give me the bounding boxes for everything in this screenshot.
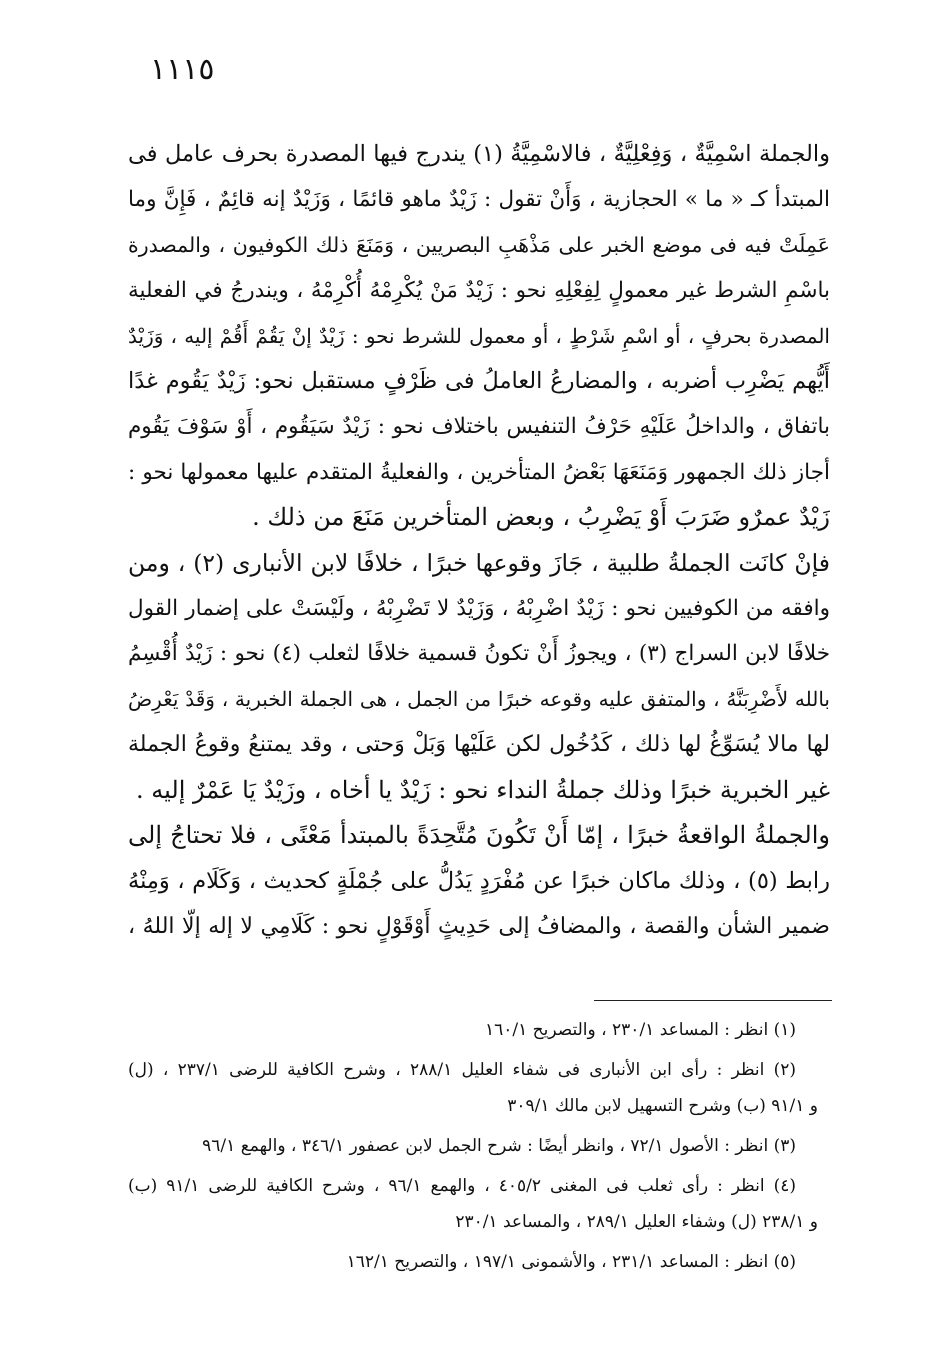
text-line: ضمير الشأن والقصة ، والمضافُ إلى حَدِيثٍ أَوْقَوْلٍ نحو : كَلَامِي لا إله إلّا اللهُ ، xyxy=(128,913,830,939)
footnote-1 xyxy=(128,1012,818,1048)
footnote-line: (٤) انظر : رأى ثعلب فى المغنى ٤٠٥/٢ ، والهمع ٩٦/١ ، وشرح الكافية للرضى ٩١/١ (ب) xyxy=(128,1176,796,1196)
text-line: المصدرة بحرفٍ ، أو اسْمِ شَرْطٍ ، أو معمول للشرط نحو : زَيْدٌ إنْ يَقُمْ أَقُمْ إليه ، وَزَيْدٌ xyxy=(128,323,830,348)
text-line: رابط (٥) ، وذلك ماكان خبرًا عن مُفْرَدٍ يَدُلُّ على جُمْلَةٍ كحديث ، وَكَلَام ، وَمِنْهُ xyxy=(128,867,830,894)
text-line: فإنْ كانَت الجملةُ طلبية ، جَازَ وقوعها خبرًا ، خلافًا لابن الأنبارى (٢) ، ومن xyxy=(128,548,830,577)
paragraph-1 xyxy=(128,132,830,541)
footnote-line: و ٩١/١ (ب) وشرح التسهيل لابن مالك ٣٠٩/١ xyxy=(507,1096,818,1116)
text-line: والجملةُ الواقعةُ خبرًا ، إمّا أَنْ تَكُونَ مُتَّحِدَةً بالمبتدأ مَعْنًى ، فلا تحتاجُ إلى xyxy=(128,821,830,850)
text-line: لها مالا يُسَوِّغُ لها ذلك ، كَدُخُول لكن عَلَيْها وَبَلْ وَحتى ، وقد يمتنعُ وقوعُ الجملة xyxy=(128,732,830,758)
text-line: أجاز ذلك الجمهور وَمَنَعَهَا بَعْضُ المتأخرين ، والفعليةُ المتقدم عليها معمولها نحو : xyxy=(128,459,830,485)
footnote-line: (٣) انظر : الأصول ٧٢/١ ، وانظر أيضًا : شرح الجمل لابن عصفور ٣٤٦/١ ، والهمع ٩٦/١ xyxy=(202,1136,796,1156)
paragraph-2 xyxy=(128,541,830,813)
footnote-line: (٥) انظر : المساعد ٢٣١/١ ، والأشمونى ١٩٧/١ ، والتصريح ١٦٢/١ xyxy=(346,1252,796,1272)
page-number: ١١١٥ xyxy=(150,52,215,87)
main-text xyxy=(128,132,830,949)
footnote-line: (١) انظر : المساعد ٢٣٠/١ ، والتصريح ١٦٠/١ xyxy=(485,1020,796,1040)
footnote-separator xyxy=(594,1000,832,1001)
footnote-3 xyxy=(128,1128,818,1164)
text-line: باسْمِ الشرط غير معمولٍ لِفِعْلِهِ نحو : زَيْدٌ مَنْ يُكْرِمْهُ أُكْرِمْهُ ، ويندرجُ في الفعلية xyxy=(128,278,830,304)
text-line: وافقه من الكوفيين نحو : زَيْدٌ اضْرِبْهُ ، وَزَيْدٌ لا تَضْرِبْهُ ، ولَيْسَتْ على إضمار القول xyxy=(128,596,830,622)
text-line: زَيْدٌ عمرٌو ضَرَبَ أَوْ يَضْرِبُ ، وبعض المتأخرين مَنَعَ من ذلك . xyxy=(252,503,830,532)
text-line: أَيُّهم يَضْرِب أضربه ، والمضارعُ العاملُ فى ظَرْفٍ مستقبل نحو: زَيْدٌ يَقُوم غدًا xyxy=(128,368,830,395)
text-line: خلافًا لابن السراج (٣) ، ويجوزُ أَنْ تكونُ قسمية خلافًا لثعلب (٤) نحو : زَيْدٌ أُقْسِمُ xyxy=(128,641,830,667)
text-line: باتفاق ، والداخلُ عَلَيْهِ حَرْفُ التنفيس باختلاف نحو : زَيْدٌ سَيَقُوم ، أَوْ سَوْفَ يَقُوم xyxy=(128,414,830,440)
paragraph-3 xyxy=(128,813,830,949)
footnote-4 xyxy=(128,1168,818,1240)
text-line: المبتدأ كـ « ما » الحجازية ، وَأَنْ تقول : زَيْدٌ ماهو قائمًا ، وَزَيْدٌ إنه قائِمٌ ، فَإِنَّ وما xyxy=(128,187,830,213)
footnote-line: و ٢٣٨/١ (ل) وشفاء العليل ٢٨٩/١ ، والمساعد ٢٣٠/١ xyxy=(455,1212,818,1232)
footnotes xyxy=(128,1012,818,1284)
footnote-line: (٢) انظر : رأى ابن الأنبارى فى شفاء العليل ٢٨٨/١ ، وشرح الكافية للرضى ٢٣٧/١ ، (ل) xyxy=(128,1060,797,1080)
text-line: بالله لأَضْرِبَنَّهُ ، والمتفق عليه وقوعه خبرًا من الجمل ، هى الجملة الخبرية ، وَقَدْ يَعْرِضُ xyxy=(128,686,830,711)
footnote-5 xyxy=(128,1244,818,1280)
text-line: غير الخبرية خبرًا وذلك جملةُ النداء نحو : زَيْدٌ يا أخاه ، وزَيْدٌ يَا عَمْرٌ إليه . xyxy=(136,775,830,804)
text-line: عَمِلَتْ فيه فى موضع الخبر على مَذْهَبِ البصريين ، وَمَنَعَ ذلك الكوفيون ، والمصدرة xyxy=(128,232,830,257)
text-line: والجملة اسْمِيَّةٌ ، وَفِعْلِيَّةٌ ، فالاسْمِيَّةُ (١) يندرج فيها المصدرة بحرف عامل فى xyxy=(128,141,830,167)
footnote-2 xyxy=(128,1052,818,1124)
